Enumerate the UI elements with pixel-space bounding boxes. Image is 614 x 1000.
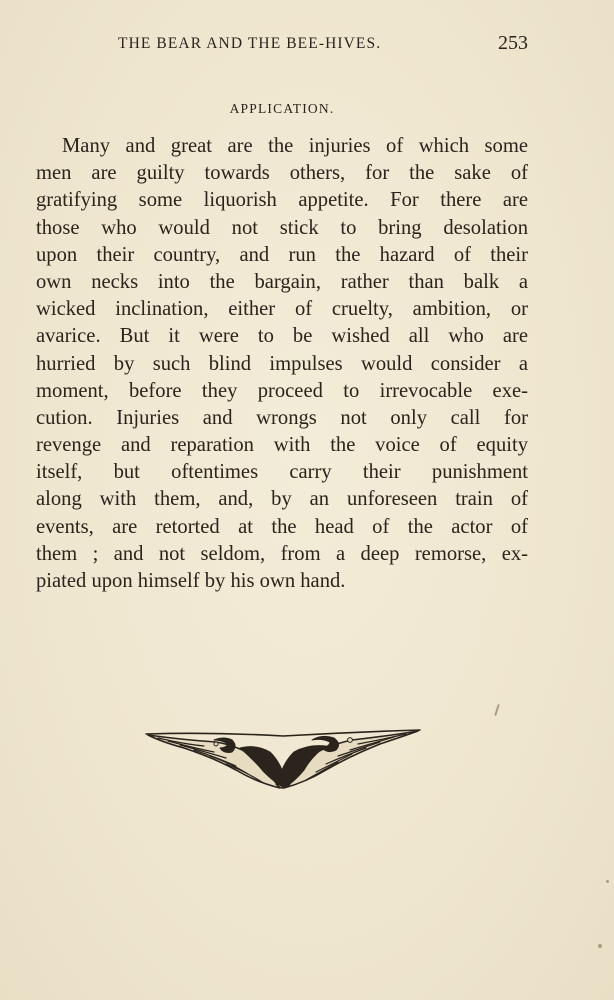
paper-speck [606,880,609,883]
text-line: gratifying some liquorish appetite. For there are [36,189,528,212]
running-title: THE BEAR AND THE BEE-HIVES. [118,35,382,52]
text-line: upon their country, and run the hazard of their [36,243,528,266]
text-line: those who would not stick to bring desolation [36,216,528,239]
page-number: 253 [498,32,528,54]
section-heading: APPLICATION. [229,101,335,116]
text-line: men are guilty towards others, for the sake of [36,162,528,185]
text-line: Many and great are the injuries of which some [62,135,528,157]
body-paragraph [36,133,528,595]
text-line: events, are retorted at the head of the actor of [36,515,528,538]
winged-tailpiece-icon [144,726,422,792]
text-line: them ; and not seldom, from a deep remorse, ex- [36,542,528,565]
text-line: hurried by such blind impulses would consider a [36,352,528,375]
text-line: moment, before they proceed to irrevocable exe- [36,379,528,402]
text-line: revenge and reparation with the voice of equity [36,434,528,457]
paper-speck [598,944,602,948]
text-line: cution. Injuries and wrongs not only call for [36,406,528,429]
running-head [118,32,528,58]
text-line: piated upon himself by his own hand. [36,570,346,592]
paper-speck [494,704,500,716]
text-line: itself, but oftentimes carry their punishment [36,461,528,484]
text-line: own necks into the bargain, rather than balk a [36,270,528,293]
text-line: along with them, and, by an unforeseen train of [36,488,528,511]
text-line: avarice. But it were to be wished all who are [36,325,528,348]
text-line: wicked inclination, either of cruelty, ambition, or [36,298,528,321]
